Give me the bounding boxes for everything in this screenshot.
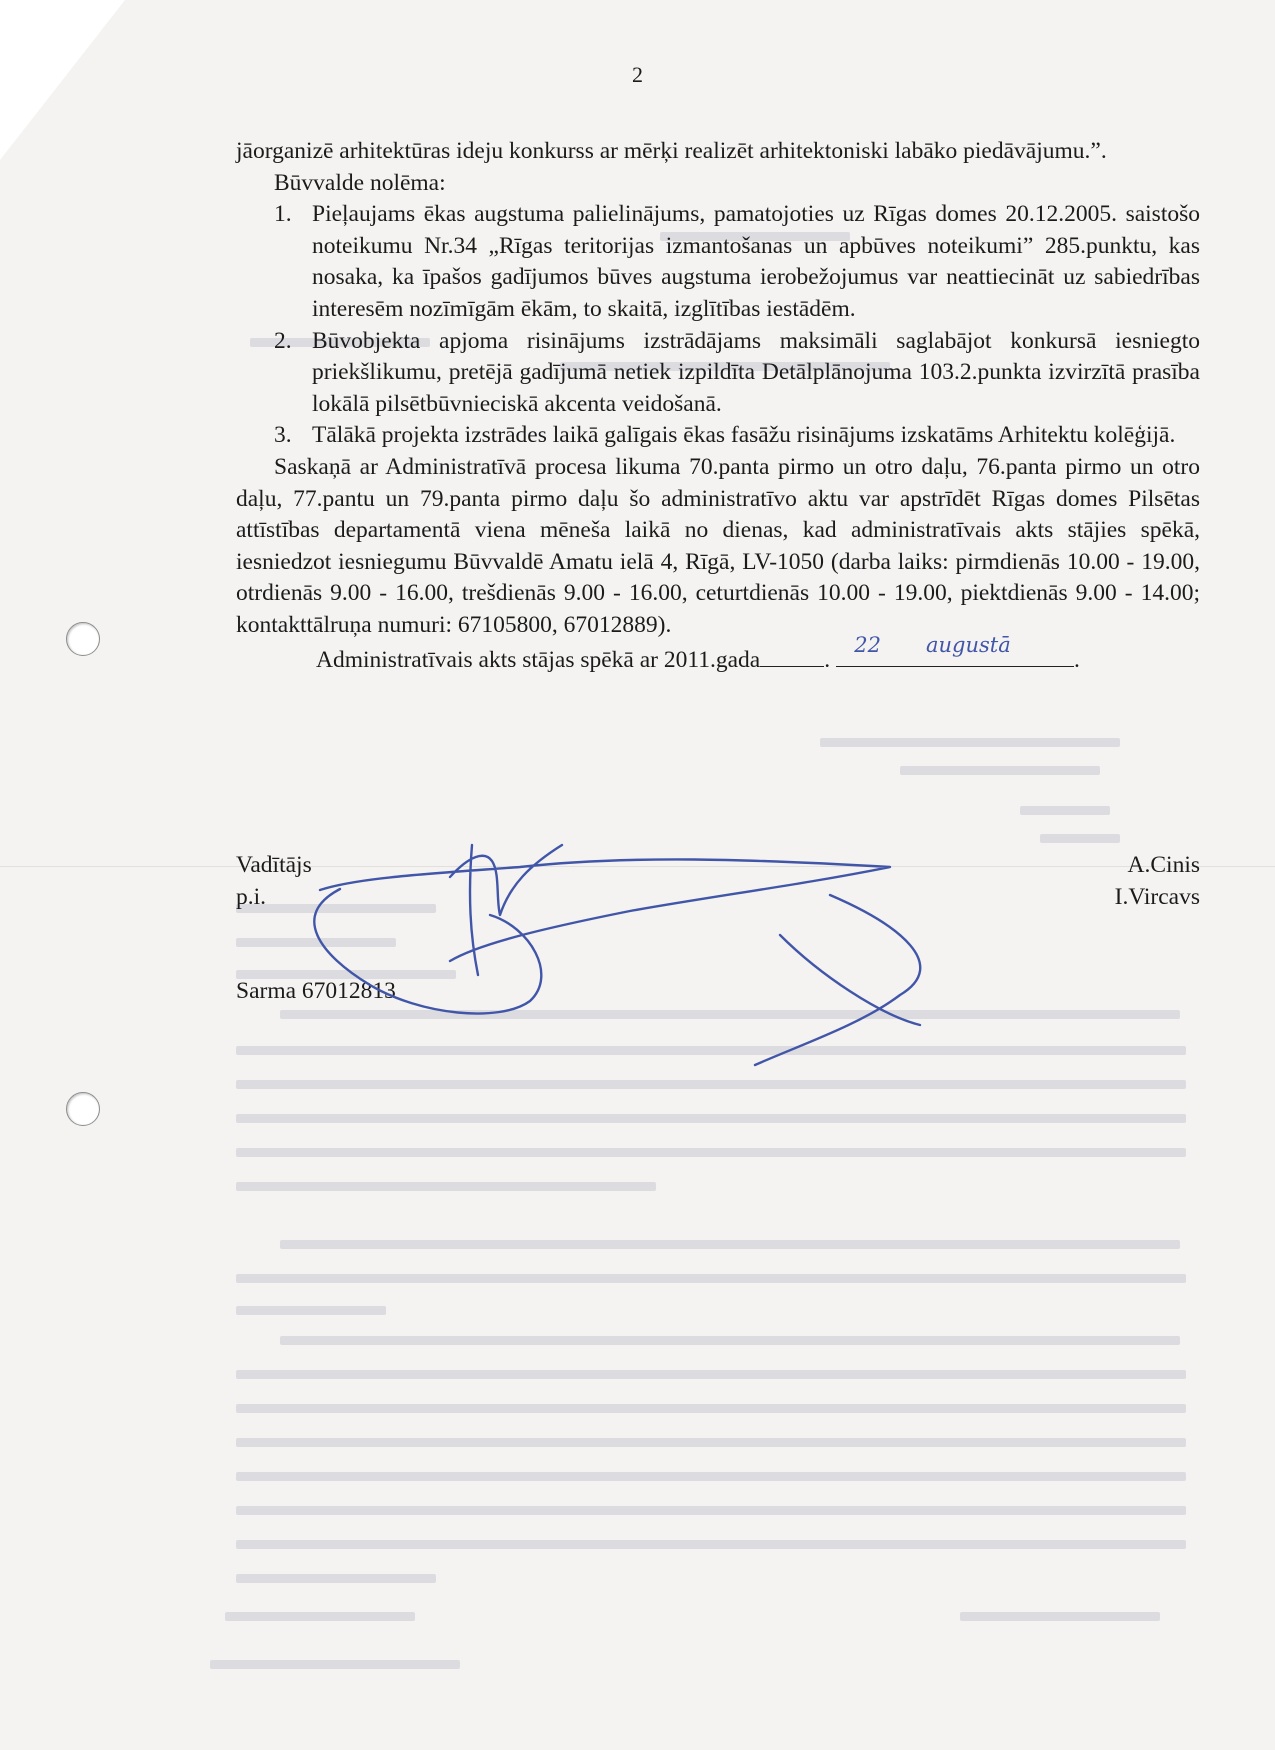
- signatory-role: Vadītājs: [236, 852, 312, 878]
- month-blank: [836, 632, 1074, 667]
- decision-list: [236, 199, 1200, 452]
- date-separator: .: [824, 646, 831, 673]
- list-item-text: Būvobjekta apjoma risinājums izstrādājams maksimāli saglabājot konkursā iesniegto priekšlikumu, pretējā gadījumā netiek izpildīta Detālplānojuma 103.2.punkta izvirzītā prasība lokālā pilsētbūvnieciskā akcenta veidošanā.: [312, 327, 1200, 417]
- document-body: [236, 136, 1200, 676]
- paragraph-continuation: jāorganizē arhitektūras ideju konkurss ar mērķi realizēt arhitektoniski labāko piedāvājumu.”.: [236, 138, 1107, 164]
- list-item-number: 2.: [274, 327, 292, 354]
- punch-hole-lower: [66, 1092, 100, 1126]
- handwritten-signature: [300, 815, 960, 1075]
- effective-date-prefix: Administratīvais akts stājas spēkā ar 2011.gada: [316, 646, 761, 673]
- day-blank: [760, 632, 881, 667]
- signatory-role: p.i.: [236, 884, 267, 910]
- list-item-text: Tālākā projekta izstrādes laikā galīgais ēkas fasāžu risinājums izskatāms Arhitektu kolēģijā.: [312, 422, 1176, 449]
- decision-intro: Būvvalde nolēma:: [274, 169, 446, 196]
- contact-person: Sarma 67012813: [236, 978, 396, 1004]
- page-number: 2: [632, 62, 643, 87]
- effective-date-line: [236, 632, 1200, 677]
- punch-hole-upper: [66, 622, 100, 656]
- handwritten-month: augustā: [925, 632, 1011, 657]
- list-item-text: Pieļaujams ēkas augstuma palielinājums, pamatojoties uz Rīgas domes 20.12.2005. saistošo noteikumu Nr.34 „Rīgas teritorijas izmantošanas un apbūves noteikumi” 285.punktu, kas nosaka, ka īpašos gadījumos būves augstuma ierobežojumus var neattiecināt uz sabiedrības interesēm nozīmīgām ēkām, to skaitā, izglītības iestādēm.: [312, 201, 1200, 322]
- effective-date-suffix: .: [1073, 646, 1080, 673]
- signatory-name: A.Cinis: [1127, 852, 1200, 878]
- list-item: [236, 199, 1200, 325]
- list-item-number: 1.: [274, 201, 292, 228]
- handwritten-day: 22: [854, 632, 881, 657]
- list-item: [236, 326, 1200, 421]
- list-item-number: 3.: [274, 422, 292, 449]
- signatory-name: I.Vircavs: [1114, 884, 1200, 910]
- list-item: [236, 420, 1200, 452]
- appeal-paragraph: Saskaņā ar Administratīvā procesa likuma 70.panta pirmo un otro daļu, 76.panta pirmo un otro daļu, 77.pantu un 79.panta pirmo daļu šo administratīvo aktu var apstrīdēt Rīgas domes Pilsētas attīstības departamentā viena mēneša laikā no dienas, kad administratīvais akts stājies spēkā, iesniedzot iesniegumu Būvvaldē Amatu ielā 4, Rīgā, LV-1050 (darba laiks: pirmdienās 10.00 - 19.00, otrdienās 9.00 - 16.00, trešdienās 9.00 - 16.00, ceturtdienās 10.00 - 19.00, piektdienās 9.00 - 14.00; kontakttālruņa numuri: 67105800, 67012889).: [236, 453, 1200, 638]
